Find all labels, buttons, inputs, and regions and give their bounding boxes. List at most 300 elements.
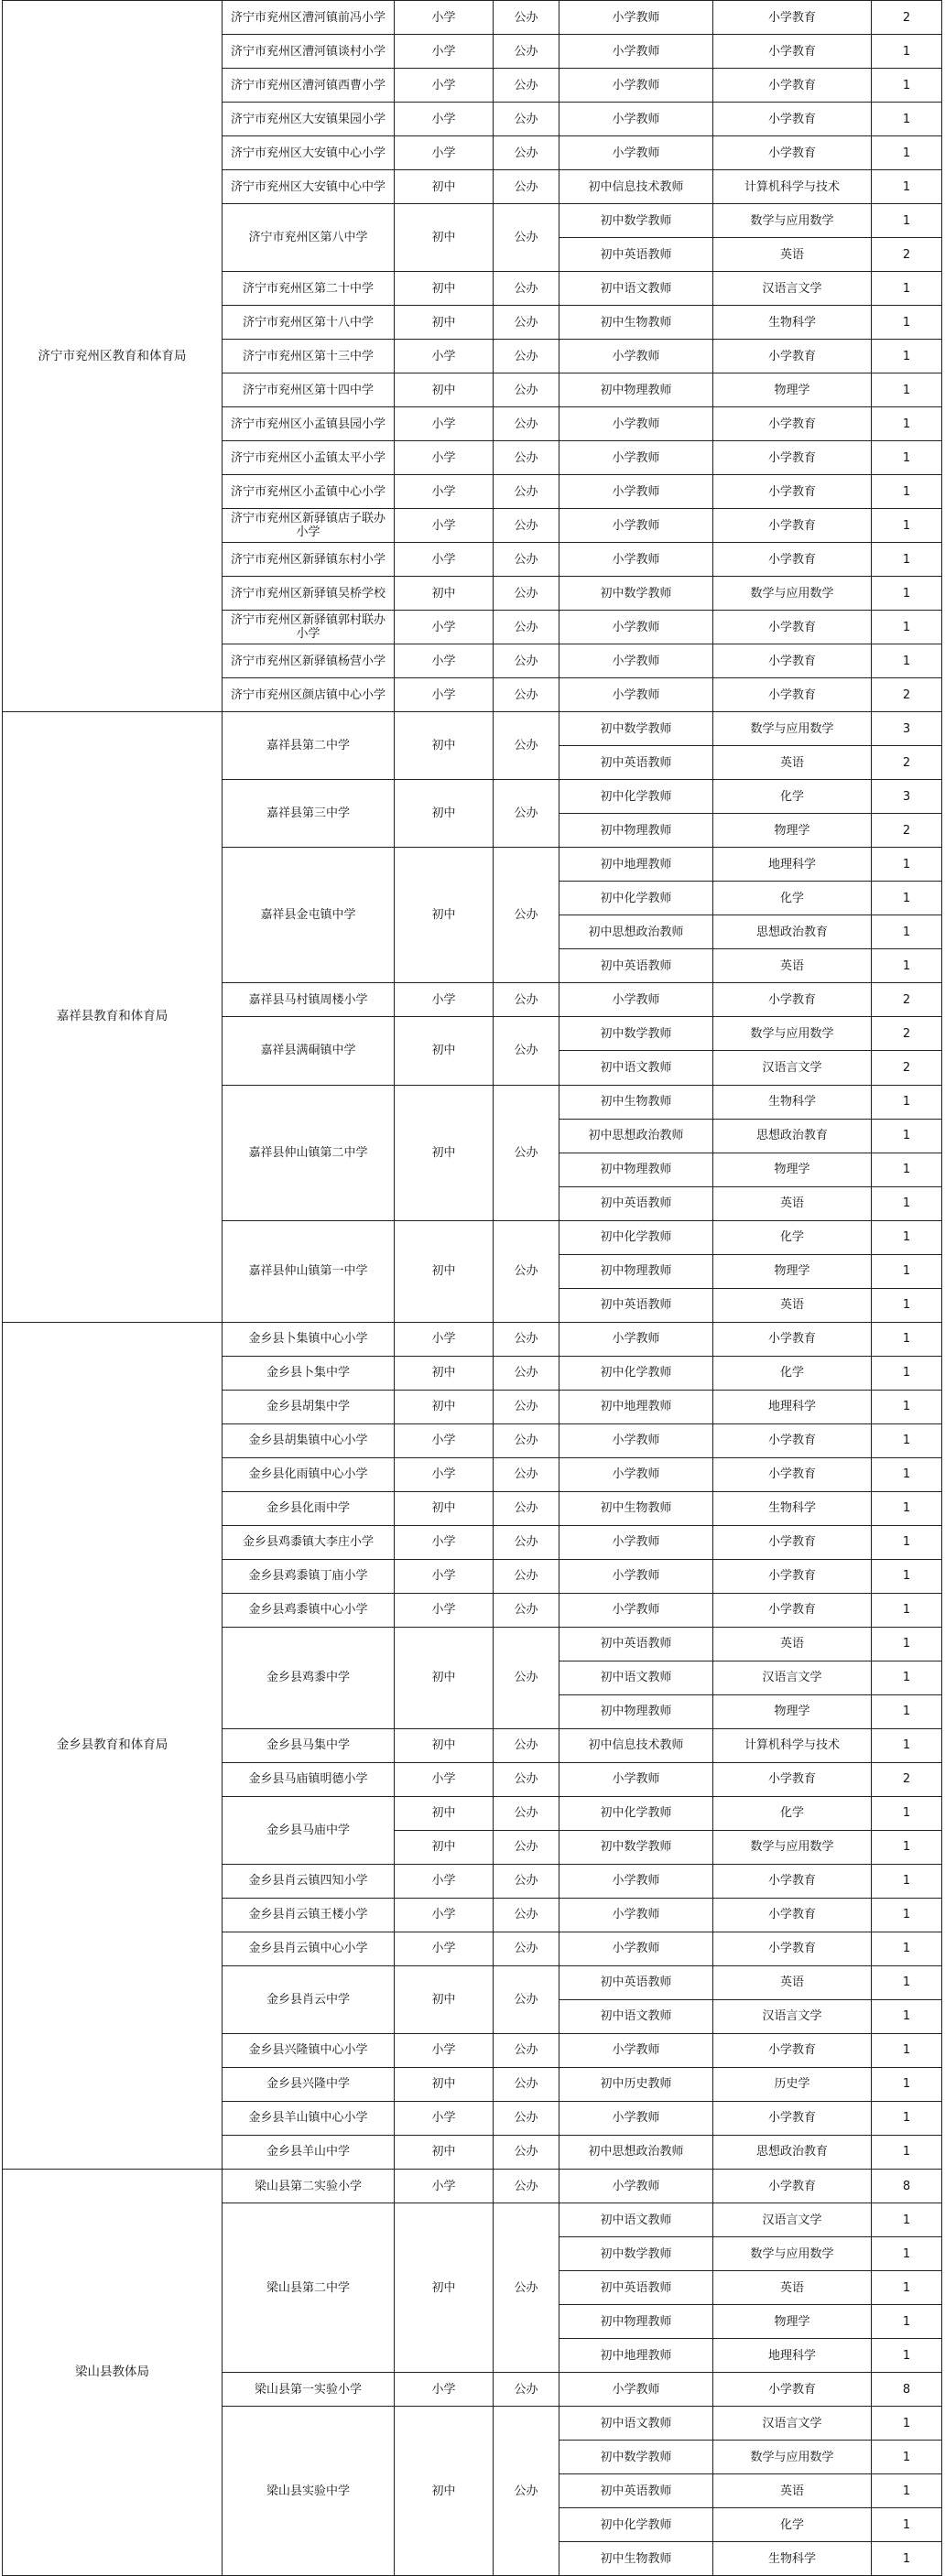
count-cell: 1: [872, 1322, 942, 1356]
major-cell: 小学教育: [713, 1932, 872, 1965]
count-cell: 1: [872, 2474, 942, 2508]
type-cell: 公办: [494, 1220, 559, 1322]
count-cell: 1: [872, 204, 942, 238]
post-cell: 初中数学教师: [559, 2237, 713, 2271]
major-cell: 数学与应用数学: [713, 2441, 872, 2474]
school-cell: 金乡县胡集镇中心小学: [223, 1423, 395, 1457]
post-cell: 初中化学教师: [559, 882, 713, 915]
level-cell: 小学: [395, 475, 494, 509]
school-cell: 济宁市兖州区新驿镇郭村联办小学: [223, 611, 395, 644]
count-cell: 1: [872, 2237, 942, 2271]
type-cell: 公办: [494, 1796, 559, 1830]
school-cell: 嘉祥县仲山镇第一中学: [223, 1220, 395, 1322]
major-cell: 小学教育: [713, 340, 872, 373]
school-cell: 金乡县化雨镇中心小学: [223, 1457, 395, 1491]
post-cell: 初中英语教师: [559, 238, 713, 272]
post-cell: 初中语文教师: [559, 1999, 713, 2033]
major-cell: 化学: [713, 882, 872, 915]
major-cell: 小学教育: [713, 1423, 872, 1457]
level-cell: 初中: [395, 2203, 494, 2373]
major-cell: 物理学: [713, 1694, 872, 1728]
school-cell: 济宁市兖州区小孟镇太平小学: [223, 441, 395, 475]
level-cell: 小学: [395, 1457, 494, 1491]
type-cell: 公办: [494, 2407, 559, 2576]
school-cell: 济宁市兖州区漕河镇谈村小学: [223, 35, 395, 69]
count-cell: 2: [872, 238, 942, 272]
post-cell: 初中思想政治教师: [559, 1119, 713, 1153]
major-cell: 英语: [713, 1186, 872, 1220]
type-cell: 公办: [494, 543, 559, 577]
level-cell: 初中: [395, 2067, 494, 2101]
post-cell: 小学教师: [559, 2033, 713, 2067]
major-cell: 小学教育: [713, 69, 872, 103]
school-cell: 金乡县马庙中学: [223, 1796, 395, 1864]
table-row: [3, 2170, 942, 2203]
school-cell: 济宁市兖州区第十四中学: [223, 373, 395, 407]
major-cell: 数学与应用数学: [713, 204, 872, 238]
post-cell: 初中数学教师: [559, 1830, 713, 1864]
post-cell: 小学教师: [559, 475, 713, 509]
type-cell: 公办: [494, 2373, 559, 2407]
post-cell: 初中英语教师: [559, 1288, 713, 1322]
level-cell: 小学: [395, 1, 494, 35]
count-cell: 1: [872, 1288, 942, 1322]
major-cell: 数学与应用数学: [713, 2237, 872, 2271]
school-cell: 嘉祥县第二中学: [223, 712, 395, 780]
count-cell: 1: [872, 340, 942, 373]
count-cell: 1: [872, 2441, 942, 2474]
count-cell: 1: [872, 1153, 942, 1186]
major-cell: 地理科学: [713, 848, 872, 882]
level-cell: 初中: [395, 204, 494, 272]
level-cell: 小学: [395, 1762, 494, 1796]
type-cell: 公办: [494, 1627, 559, 1728]
major-cell: 英语: [713, 2271, 872, 2305]
school-cell: 济宁市兖州区颜店镇中心小学: [223, 678, 395, 712]
major-cell: 英语: [713, 1965, 872, 1999]
post-cell: 初中地理教师: [559, 848, 713, 882]
major-cell: 物理学: [713, 2305, 872, 2339]
major-cell: 物理学: [713, 1153, 872, 1186]
major-cell: 小学教育: [713, 475, 872, 509]
level-cell: 小学: [395, 69, 494, 103]
type-cell: 公办: [494, 1728, 559, 1762]
count-cell: 1: [872, 69, 942, 103]
school-cell: 济宁市兖州区第十八中学: [223, 306, 395, 340]
count-cell: 1: [872, 1559, 942, 1593]
type-cell: 公办: [494, 1965, 559, 2033]
type-cell: 公办: [494, 1322, 559, 1356]
major-cell: 地理科学: [713, 1390, 872, 1423]
school-cell: 嘉祥县马村镇周楼小学: [223, 983, 395, 1017]
count-cell: 1: [872, 577, 942, 611]
count-cell: 1: [872, 2101, 942, 2135]
level-cell: 小学: [395, 1525, 494, 1559]
count-cell: 1: [872, 103, 942, 136]
major-cell: 小学教育: [713, 407, 872, 441]
type-cell: 公办: [494, 2135, 559, 2169]
post-cell: 初中语文教师: [559, 1661, 713, 1694]
type-cell: 公办: [494, 2170, 559, 2203]
level-cell: 小学: [395, 644, 494, 678]
count-cell: 1: [872, 1999, 942, 2033]
major-cell: 生物科学: [713, 1491, 872, 1525]
count-cell: 1: [872, 475, 942, 509]
school-cell: 济宁市兖州区漕河镇前冯小学: [223, 1, 395, 35]
count-cell: 1: [872, 915, 942, 949]
count-cell: 1: [872, 2067, 942, 2101]
level-cell: 小学: [395, 1864, 494, 1898]
major-cell: 小学教育: [713, 136, 872, 170]
type-cell: 公办: [494, 509, 559, 543]
post-cell: 初中思想政治教师: [559, 2135, 713, 2169]
major-cell: 生物科学: [713, 2542, 872, 2576]
school-cell: 梁山县第二中学: [223, 2203, 395, 2373]
type-cell: 公办: [494, 678, 559, 712]
level-cell: 小学: [395, 2033, 494, 2067]
post-cell: 初中生物教师: [559, 306, 713, 340]
count-cell: 1: [872, 306, 942, 340]
level-cell: 小学: [395, 983, 494, 1017]
post-cell: 小学教师: [559, 136, 713, 170]
major-cell: 小学教育: [713, 1593, 872, 1627]
post-cell: 初中物理教师: [559, 373, 713, 407]
major-cell: 英语: [713, 238, 872, 272]
level-cell: 初中: [395, 712, 494, 780]
type-cell: 公办: [494, 340, 559, 373]
count-cell: 1: [872, 136, 942, 170]
post-cell: 初中信息技术教师: [559, 1728, 713, 1762]
post-cell: 小学教师: [559, 1457, 713, 1491]
count-cell: 1: [872, 1898, 942, 1932]
school-cell: 嘉祥县仲山镇第二中学: [223, 1085, 395, 1220]
type-cell: 公办: [494, 577, 559, 611]
major-cell: 化学: [713, 1220, 872, 1254]
major-cell: 物理学: [713, 1254, 872, 1288]
major-cell: 小学教育: [713, 1762, 872, 1796]
school-cell: 济宁市兖州区第十三中学: [223, 340, 395, 373]
type-cell: 公办: [494, 1491, 559, 1525]
type-cell: 公办: [494, 1593, 559, 1627]
type-cell: 公办: [494, 306, 559, 340]
major-cell: 小学教育: [713, 644, 872, 678]
post-cell: 小学教师: [559, 441, 713, 475]
post-cell: 初中数学教师: [559, 204, 713, 238]
post-cell: 小学教师: [559, 103, 713, 136]
count-cell: 1: [872, 1220, 942, 1254]
school-cell: 金乡县鸡黍镇丁庙小学: [223, 1559, 395, 1593]
type-cell: 公办: [494, 1390, 559, 1423]
count-cell: 1: [872, 1627, 942, 1661]
school-cell: 济宁市兖州区新驿镇吴桥学校: [223, 577, 395, 611]
count-cell: 1: [872, 882, 942, 915]
count-cell: 2: [872, 1762, 942, 1796]
count-cell: 8: [872, 2170, 942, 2203]
post-cell: 初中语文教师: [559, 272, 713, 306]
count-cell: 1: [872, 1525, 942, 1559]
count-cell: 1: [872, 1728, 942, 1762]
school-cell: 金乡县肖云镇中心小学: [223, 1932, 395, 1965]
level-cell: 初中: [395, 780, 494, 848]
type-cell: 公办: [494, 611, 559, 644]
type-cell: 公办: [494, 644, 559, 678]
school-cell: 梁山县第一实验小学: [223, 2373, 395, 2407]
count-cell: 1: [872, 1119, 942, 1153]
level-cell: 小学: [395, 509, 494, 543]
school-cell: 金乡县兴隆中学: [223, 2067, 395, 2101]
count-cell: 2: [872, 1, 942, 35]
school-cell: 济宁市兖州区小孟镇县园小学: [223, 407, 395, 441]
school-cell: 金乡县马庙镇明德小学: [223, 1762, 395, 1796]
count-cell: 1: [872, 543, 942, 577]
count-cell: 1: [872, 2407, 942, 2441]
school-cell: 嘉祥县满硐镇中学: [223, 1017, 395, 1085]
major-cell: 汉语言文学: [713, 1999, 872, 2033]
level-cell: 小学: [395, 611, 494, 644]
post-cell: 小学教师: [559, 1322, 713, 1356]
school-cell: 金乡县鸡黍镇大李庄小学: [223, 1525, 395, 1559]
major-cell: 小学教育: [713, 543, 872, 577]
level-cell: 小学: [395, 407, 494, 441]
post-cell: 初中生物教师: [559, 1491, 713, 1525]
type-cell: 公办: [494, 2033, 559, 2067]
post-cell: 小学教师: [559, 69, 713, 103]
major-cell: 小学教育: [713, 509, 872, 543]
count-cell: 1: [872, 2542, 942, 2576]
post-cell: 初中化学教师: [559, 780, 713, 814]
school-cell: 济宁市兖州区新驿镇店子联办小学: [223, 509, 395, 543]
major-cell: 小学教育: [713, 1, 872, 35]
major-cell: 小学教育: [713, 1457, 872, 1491]
count-cell: 1: [872, 1390, 942, 1423]
type-cell: 公办: [494, 475, 559, 509]
major-cell: 英语: [713, 1627, 872, 1661]
school-cell: 金乡县鸡黍镇中心小学: [223, 1593, 395, 1627]
count-cell: 1: [872, 1830, 942, 1864]
level-cell: 初中: [395, 2135, 494, 2169]
count-cell: 1: [872, 407, 942, 441]
count-cell: 1: [872, 1457, 942, 1491]
post-cell: 初中地理教师: [559, 2339, 713, 2373]
count-cell: 2: [872, 814, 942, 848]
major-cell: 化学: [713, 1796, 872, 1830]
level-cell: 小学: [395, 1423, 494, 1457]
level-cell: 初中: [395, 1356, 494, 1390]
post-cell: 初中信息技术教师: [559, 170, 713, 204]
level-cell: 初中: [395, 272, 494, 306]
post-cell: 小学教师: [559, 611, 713, 644]
major-cell: 化学: [713, 2508, 872, 2542]
post-cell: 小学教师: [559, 1, 713, 35]
table-row: [3, 1, 942, 35]
type-cell: 公办: [494, 1457, 559, 1491]
level-cell: 小学: [395, 1932, 494, 1965]
school-cell: 济宁市兖州区漕河镇西曹小学: [223, 69, 395, 103]
count-cell: 1: [872, 441, 942, 475]
school-cell: 金乡县胡集中学: [223, 1390, 395, 1423]
major-cell: 物理学: [713, 373, 872, 407]
major-cell: 汉语言文学: [713, 1051, 872, 1085]
major-cell: 化学: [713, 780, 872, 814]
major-cell: 汉语言文学: [713, 1661, 872, 1694]
post-cell: 初中化学教师: [559, 1796, 713, 1830]
post-cell: 初中化学教师: [559, 1356, 713, 1390]
level-cell: 初中: [395, 1796, 494, 1830]
type-cell: 公办: [494, 35, 559, 69]
count-cell: 1: [872, 2033, 942, 2067]
level-cell: 小学: [395, 543, 494, 577]
post-cell: 小学教师: [559, 1593, 713, 1627]
level-cell: 初中: [395, 848, 494, 983]
post-cell: 小学教师: [559, 35, 713, 69]
type-cell: 公办: [494, 103, 559, 136]
major-cell: 历史学: [713, 2067, 872, 2101]
type-cell: 公办: [494, 272, 559, 306]
school-cell: 梁山县第二实验小学: [223, 2170, 395, 2203]
post-cell: 小学教师: [559, 678, 713, 712]
post-cell: 小学教师: [559, 1423, 713, 1457]
count-cell: 1: [872, 2271, 942, 2305]
major-cell: 生物科学: [713, 1085, 872, 1119]
count-cell: 1: [872, 1694, 942, 1728]
major-cell: 思想政治教育: [713, 1119, 872, 1153]
level-cell: 小学: [395, 2373, 494, 2407]
count-cell: 1: [872, 1423, 942, 1457]
count-cell: 1: [872, 2339, 942, 2373]
post-cell: 初中英语教师: [559, 949, 713, 983]
level-cell: 小学: [395, 1898, 494, 1932]
major-cell: 化学: [713, 1356, 872, 1390]
count-cell: 2: [872, 746, 942, 780]
major-cell: 英语: [713, 746, 872, 780]
count-cell: 1: [872, 2135, 942, 2169]
major-cell: 物理学: [713, 814, 872, 848]
count-cell: 1: [872, 1932, 942, 1965]
count-cell: 1: [872, 1186, 942, 1220]
type-cell: 公办: [494, 1423, 559, 1457]
major-cell: 小学教育: [713, 1525, 872, 1559]
count-cell: 1: [872, 2305, 942, 2339]
major-cell: 小学教育: [713, 1559, 872, 1593]
type-cell: 公办: [494, 407, 559, 441]
level-cell: 小学: [395, 103, 494, 136]
count-cell: 1: [872, 1491, 942, 1525]
major-cell: 小学教育: [713, 1322, 872, 1356]
type-cell: 公办: [494, 1898, 559, 1932]
post-cell: 小学教师: [559, 1762, 713, 1796]
level-cell: 初中: [395, 2407, 494, 2576]
major-cell: 小学教育: [713, 441, 872, 475]
major-cell: 英语: [713, 949, 872, 983]
major-cell: 生物科学: [713, 306, 872, 340]
major-cell: 小学教育: [713, 2170, 872, 2203]
major-cell: 小学教育: [713, 983, 872, 1017]
post-cell: 初中英语教师: [559, 746, 713, 780]
type-cell: 公办: [494, 983, 559, 1017]
school-cell: 济宁市兖州区新驿镇东村小学: [223, 543, 395, 577]
count-cell: 1: [872, 35, 942, 69]
level-cell: 小学: [395, 1322, 494, 1356]
major-cell: 数学与应用数学: [713, 1017, 872, 1051]
count-cell: 1: [872, 611, 942, 644]
count-cell: 3: [872, 780, 942, 814]
post-cell: 小学教师: [559, 1898, 713, 1932]
count-cell: 1: [872, 2508, 942, 2542]
post-cell: 小学教师: [559, 1932, 713, 1965]
type-cell: 公办: [494, 712, 559, 780]
level-cell: 初中: [395, 306, 494, 340]
post-cell: 小学教师: [559, 2170, 713, 2203]
table-row: [3, 712, 942, 746]
department-cell: 济宁市兖州区教育和体育局: [3, 1, 223, 712]
type-cell: 公办: [494, 780, 559, 848]
department-cell: 梁山县教体局: [3, 2170, 223, 2576]
type-cell: 公办: [494, 69, 559, 103]
level-cell: 小学: [395, 35, 494, 69]
post-cell: 小学教师: [559, 509, 713, 543]
major-cell: 小学教育: [713, 2373, 872, 2407]
level-cell: 小学: [395, 136, 494, 170]
major-cell: 小学教育: [713, 1864, 872, 1898]
post-cell: 小学教师: [559, 1525, 713, 1559]
major-cell: 小学教育: [713, 678, 872, 712]
level-cell: 初中: [395, 1491, 494, 1525]
type-cell: 公办: [494, 136, 559, 170]
school-cell: 金乡县化雨中学: [223, 1491, 395, 1525]
type-cell: 公办: [494, 1932, 559, 1965]
post-cell: 小学教师: [559, 543, 713, 577]
school-cell: 金乡县肖云镇王楼小学: [223, 1898, 395, 1932]
school-cell: 嘉祥县第三中学: [223, 780, 395, 848]
school-cell: 金乡县卜集镇中心小学: [223, 1322, 395, 1356]
type-cell: 公办: [494, 2067, 559, 2101]
major-cell: 地理科学: [713, 2339, 872, 2373]
major-cell: 数学与应用数学: [713, 712, 872, 746]
count-cell: 2: [872, 678, 942, 712]
count-cell: 1: [872, 170, 942, 204]
major-cell: 计算机科学与技术: [713, 170, 872, 204]
post-cell: 初中语文教师: [559, 2407, 713, 2441]
post-cell: 小学教师: [559, 407, 713, 441]
type-cell: 公办: [494, 441, 559, 475]
count-cell: 1: [872, 1356, 942, 1390]
post-cell: 小学教师: [559, 2101, 713, 2135]
post-cell: 初中数学教师: [559, 577, 713, 611]
school-cell: 金乡县兴隆镇中心小学: [223, 2033, 395, 2067]
level-cell: 初中: [395, 373, 494, 407]
school-cell: 金乡县卜集中学: [223, 1356, 395, 1390]
type-cell: 公办: [494, 2203, 559, 2373]
type-cell: 公办: [494, 2101, 559, 2135]
level-cell: 初中: [395, 1627, 494, 1728]
level-cell: 小学: [395, 1593, 494, 1627]
post-cell: 初中物理教师: [559, 1153, 713, 1186]
level-cell: 初中: [395, 1728, 494, 1762]
school-cell: 济宁市兖州区小孟镇中心小学: [223, 475, 395, 509]
level-cell: 小学: [395, 441, 494, 475]
post-cell: 小学教师: [559, 983, 713, 1017]
count-cell: 1: [872, 1965, 942, 1999]
major-cell: 汉语言文学: [713, 2407, 872, 2441]
school-cell: 济宁市兖州区大安镇中心小学: [223, 136, 395, 170]
post-cell: 初中地理教师: [559, 1390, 713, 1423]
major-cell: 思想政治教育: [713, 915, 872, 949]
level-cell: 小学: [395, 1559, 494, 1593]
major-cell: 小学教育: [713, 2101, 872, 2135]
school-cell: 金乡县鸡黍中学: [223, 1627, 395, 1728]
school-cell: 嘉祥县金屯镇中学: [223, 848, 395, 983]
type-cell: 公办: [494, 1864, 559, 1898]
